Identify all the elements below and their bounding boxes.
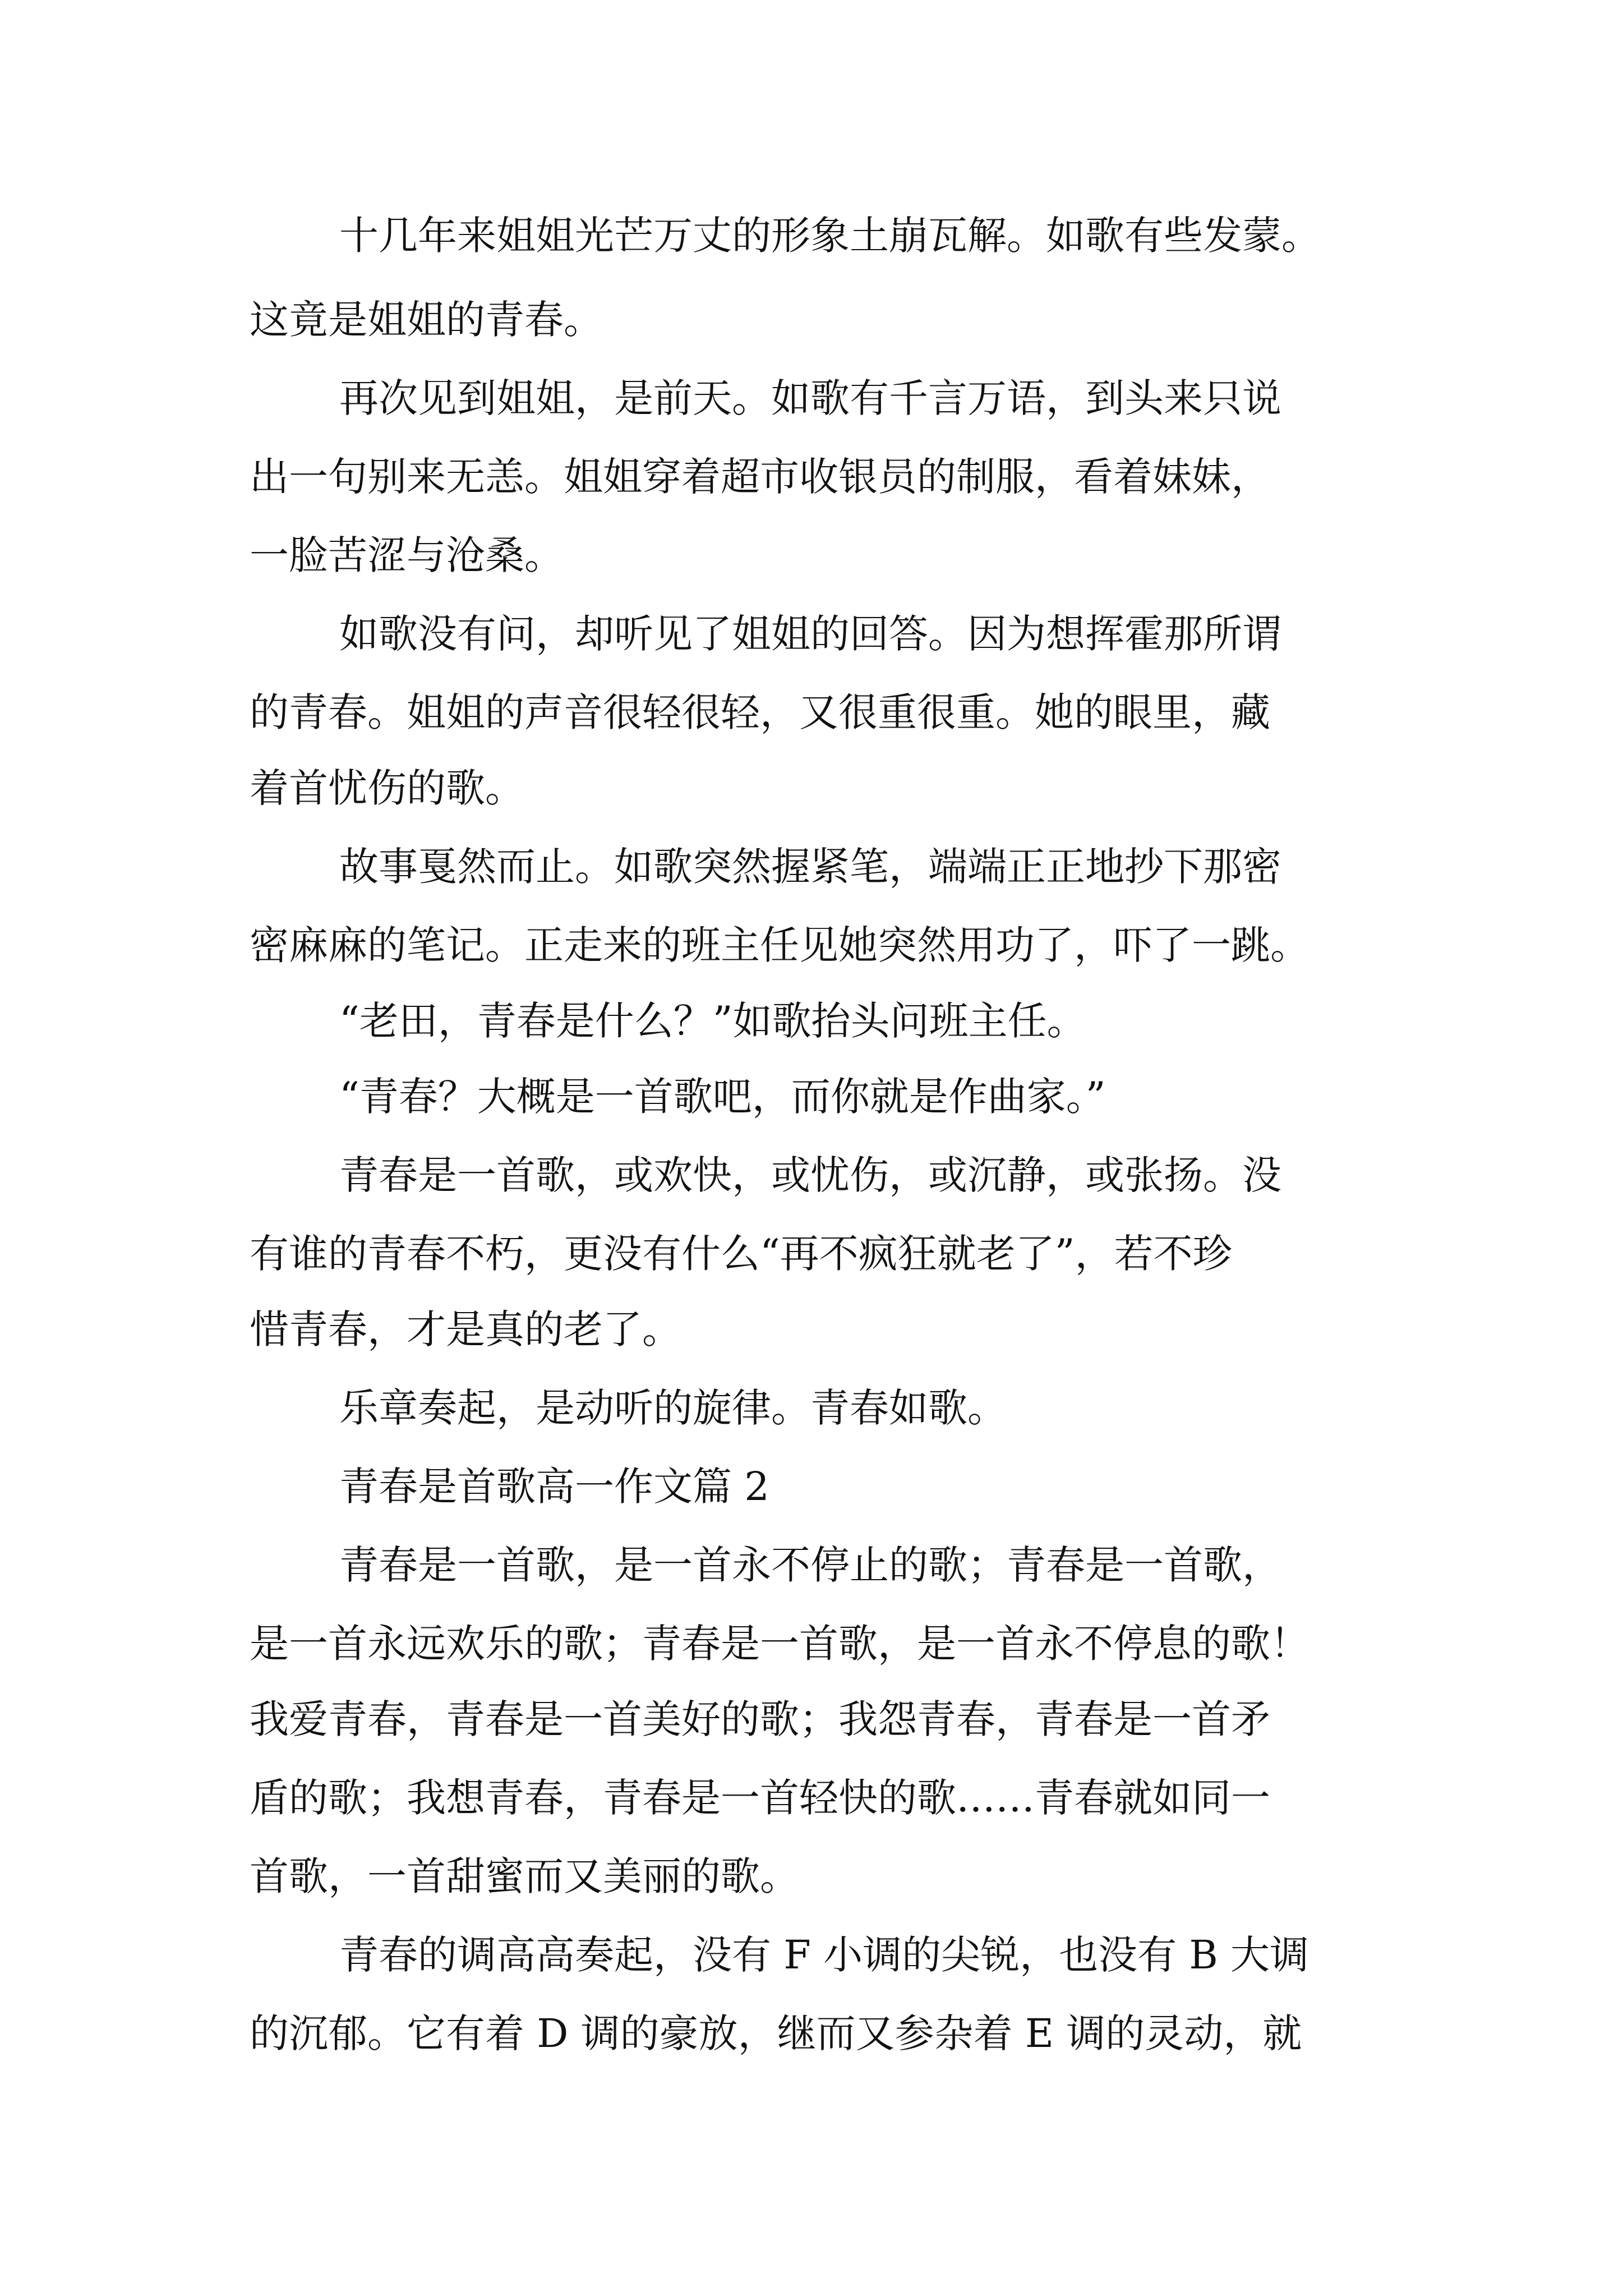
text-line: 乐章奏起，是动听的旋律。青春如歌。	[339, 1385, 1007, 1431]
text-line: 这竟是姐姐的青春。	[250, 297, 603, 343]
text-line: 的青春。姐姐的声音很轻很轻，又很重很重。她的眼里，藏	[250, 689, 1270, 735]
text-line: 的沉郁。它有着 D 调的豪放，继而又参杂着 E 调的灵动，就	[250, 2010, 1302, 2056]
text-line: 青春是一首歌，是一首永不停止的歌；青春是一首歌，	[339, 1542, 1281, 1588]
text-line: 青春是一首歌，或欢快，或忧伤，或沉静，或张扬。没	[339, 1152, 1281, 1198]
text-line: 故事戛然而止。如歌突然握紧笔，端端正正地抄下那密	[339, 844, 1281, 890]
text-line: 出一句别来无恙。姐姐穿着超市收银员的制服，看着妹妹，	[250, 454, 1270, 500]
text-line: 十几年来姐姐光芒万丈的形象土崩瓦解。如歌有些发蒙。	[339, 213, 1321, 259]
text-line: 有谁的青春不朽，更没有什么“再不疯狂就老了”，若不珍	[250, 1231, 1232, 1277]
text-line: 着首忧伤的歌。	[250, 765, 524, 811]
text-line: 首歌，一首甜蜜而又美丽的歌。	[250, 1853, 799, 1899]
text-line: “青春？大概是一首歌吧，而你就是作曲家。”	[339, 1074, 1106, 1120]
text-line: 如歌没有问，却听见了姐姐的回答。因为想挥霍那所谓	[339, 611, 1281, 657]
text-line: 是一首永远欢乐的歌；青春是一首歌，是一首永不停息的歌！	[250, 1621, 1310, 1667]
text-line: 我爱青春，青春是一首美好的歌；我怨青春，青春是一首矛	[250, 1696, 1270, 1742]
section-heading: 青春是首歌高一作文篇 2	[339, 1464, 769, 1510]
text-line: 密麻麻的笔记。正走来的班主任见她突然用功了，吓了一跳。	[250, 922, 1310, 968]
text-line: 青春的调高高奏起，没有 F 小调的尖锐，也没有 B 大调	[339, 1932, 1310, 1978]
text-line: 惜青春，才是真的老了。	[250, 1306, 681, 1352]
text-line: 再次见到姐姐，是前天。如歌有千言万语，到头来只说	[339, 375, 1281, 421]
text-line: 一脸苦涩与沧桑。	[250, 532, 564, 578]
text-line: “老田，青春是什么？”如歌抬头问班主任。	[339, 998, 1086, 1044]
text-line: 盾的歌；我想青春，青春是一首轻快的歌……青春就如同一	[250, 1775, 1270, 1821]
